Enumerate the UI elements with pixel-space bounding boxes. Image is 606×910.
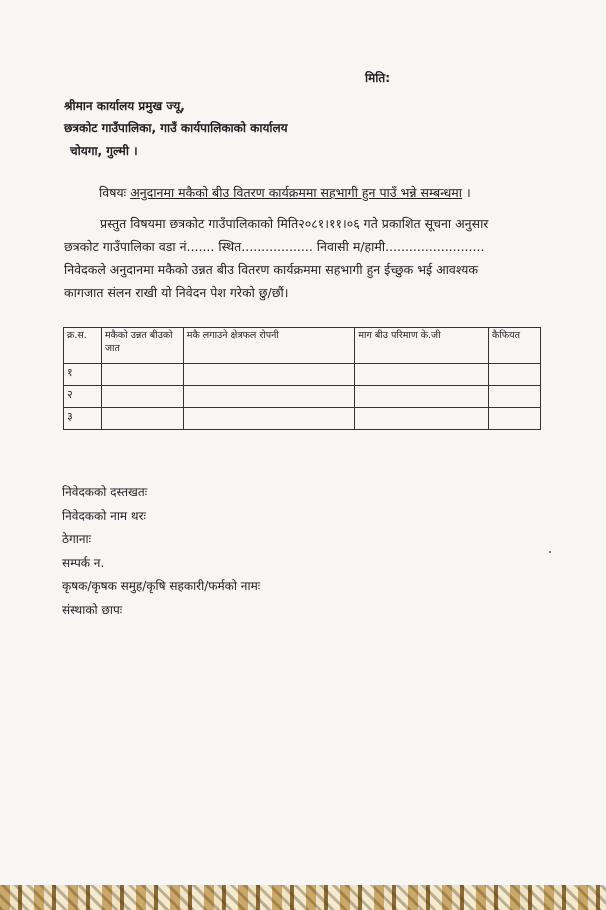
cell-seed-variety [101,364,183,386]
applicant-details [62,481,260,623]
table-row [64,364,541,386]
table-row [64,408,541,430]
header-remarks: कैफियत [489,328,541,364]
subject-line [99,185,471,201]
header-serial: क्र.स. [64,328,102,364]
table-header-row [64,328,541,364]
applicant-signature-label: निवेदकको दस्तखतः [62,485,148,499]
addressee-line-2: छत्रकोट गाउँपालिका, गाउँ कार्यपालिकाको कार्यालय [64,121,288,135]
contact-number-label: सम्पर्क न. [62,555,105,570]
applicant-address-label: ठेगानाः [62,532,92,547]
cell-quantity [355,364,489,386]
addressee-line-3: चोयगा, गुल्मी । [70,144,138,158]
applicant-name-label: निवेदकको नाम थरः [62,508,146,523]
cell-quantity [355,408,489,430]
cell-area [183,364,355,386]
cell-serial: १ [64,364,102,386]
subject-end-mark: । [466,185,471,200]
cell-seed-variety [101,386,183,408]
cell-area [183,408,355,430]
cell-seed-variety [101,408,183,430]
body-paragraph [64,212,546,304]
body-line-3: निवेदकले अनुदानमा मकैको उन्नत बीउ वितरण कार्यक्रममा सहभागी हुन ईच्छुक भई आवश्यक [64,262,479,277]
header-area-ropani: मकै लगाउने क्षेत्रफल रोपनी [183,328,355,364]
header-seed-quantity: माग बीउ परिमाण के.जी [355,328,489,364]
cell-remarks [489,386,541,408]
cell-serial: २ [64,386,102,408]
cell-area [183,386,355,408]
header-seed-variety: मकैको उन्नत बीउको जात [101,328,183,364]
seed-request-table [63,327,541,430]
addressee-line-1: श्रीमान कार्यालय प्रमुख ज्यू, [64,99,185,113]
cell-quantity [355,386,489,408]
cell-remarks [489,364,541,386]
date-label: मिति: [365,71,391,85]
subject-text: अनुदानमा मकैको बीउ वितरण कार्यक्रममा सहभागी हुन पाउँ भन्ने सम्बन्धमा [130,185,463,200]
cell-remarks [489,408,541,430]
cell-serial: ३ [64,408,102,430]
farmer-group-name-label: कृषक/कृषक समुह/कृषि सहकारी/फर्मको नामः [62,579,261,594]
subject-label: विषयः [99,185,127,200]
body-line-1: प्रस्तुत विषयमा छत्रकोट गाउँपालिकाको मिति२०८१।११।०६ गते प्रकाशित सूचना अनुसार [100,216,489,231]
table-row [64,386,541,408]
body-line-2: छत्रकोट गाउँपालिका वडा नं....... स्थित.................. निवासी म/हामी......................... [64,239,485,254]
organization-stamp-label: संस्थाको छापः [62,602,123,617]
body-line-4: कागजात संलन राखी यो निवेदन पेश गरेको छु/छौं। [64,285,289,300]
stray-mark [549,551,551,553]
decorative-border-strip [0,885,606,910]
